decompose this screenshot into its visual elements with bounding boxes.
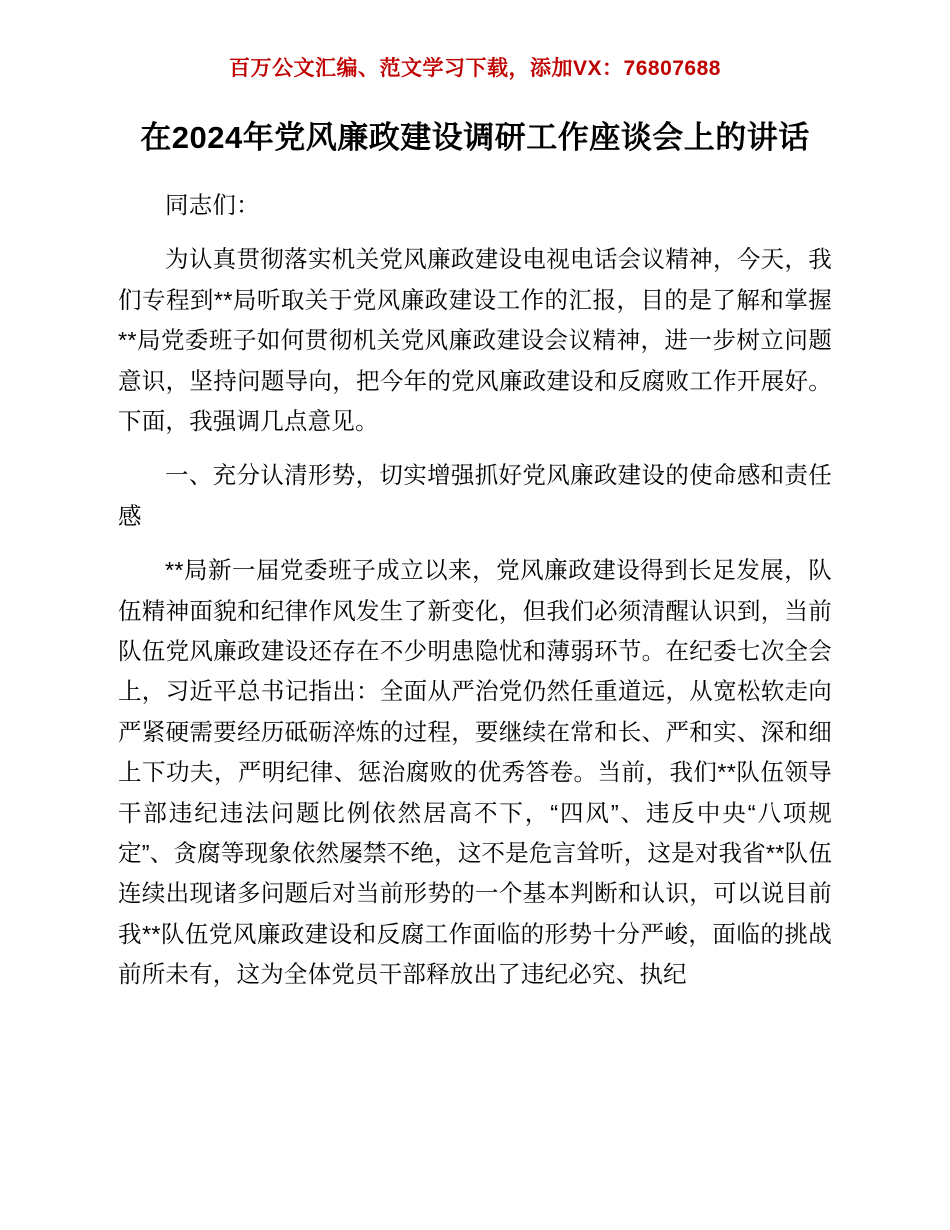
body-paragraph-1: 为认真贯彻落实机关党风廉政建设电视电话会议精神，今天，我们专程到**局听取关于党风廉政建设工作的汇报，目的是了解和掌握**局党委班子如何贯彻机关党风廉政建设会议精神，进一步树立问题意识，坚持问题导向，把今年的党风廉政建设和反腐败工作开展好。下面，我强调几点意见。: [118, 246, 832, 434]
watermark-banner: 百万公文汇编、范文学习下载，添加VX：76807688: [229, 57, 721, 80]
salutation: 同志们：: [165, 191, 260, 218]
body-paragraph-2: **局新一届党委班子成立以来，党风廉政建设得到长足发展，队伍精神面貌和纪律作风发生了新变化，但我们必须清醒认识到，当前队伍党风廉政建设还存在不少明患隐忧和薄弱环节。在纪委七次全会上，习近平总书记指出：全面从严治党仍然任重道远，从宽松软走向严紧硬需要经历砥砺淬炼的过程，要继续在常和长、严和实、深和细上下功夫，严明纪律、惩治腐败的优秀答卷。当前，我们**队伍领导干部违纪违法问题比例依然居高不下，“四风”、违反中央“八项规定”、贪腐等现象依然屡禁不绝，这不是危言耸听，这是对我省**队伍连续出现诸多问题后对当前形势的一个基本判断和认识，可以说目前我**队伍党风廉政建设和反腐工作面临的形势十分严峻，面临的挑战前所未有，这为全体党员干部释放出了违纪必究、执纪: [118, 557, 833, 988]
page-title: 在2024年党风廉政建设调研工作座谈会上的讲话: [140, 120, 810, 155]
section-heading-1: 一、充分认清形势，切实增强抓好党风廉政建设的使命感和责任感: [118, 462, 832, 529]
